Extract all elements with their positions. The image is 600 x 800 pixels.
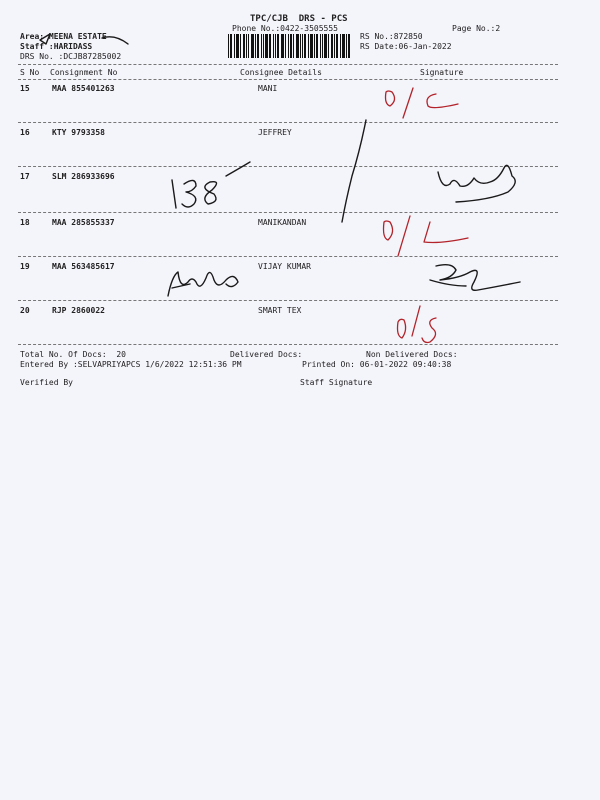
- signature-dc-row15: [403, 88, 413, 118]
- handwritten-138: [182, 180, 196, 207]
- signature-row19: [430, 280, 466, 286]
- barcode-image: [228, 34, 350, 58]
- signature-ds-row20: [422, 318, 436, 343]
- signature-dc-row15: [386, 91, 395, 106]
- signature-row19: [436, 265, 520, 291]
- document-title: TPC/CJB DRS - PCS: [250, 14, 348, 24]
- divider-line: [18, 64, 558, 65]
- row-consignment-number: MAA 563485617: [52, 262, 115, 271]
- row-consignment-number: SLM 286933696: [52, 172, 115, 181]
- row-divider: [18, 300, 558, 301]
- row-consignment-number: RJP 2860022: [52, 306, 105, 315]
- handwritten-note-row19: [172, 284, 190, 288]
- rs-date: RS Date:06-Jan-2022: [360, 42, 452, 51]
- row-consignment-number: MAA 855401263: [52, 84, 115, 93]
- row-sno: 18: [20, 218, 30, 227]
- signature-row16: [438, 165, 515, 202]
- signature-ds-row20: [412, 306, 420, 336]
- handwritten-138: [226, 162, 250, 176]
- signature-dl-row18: [398, 216, 410, 256]
- total-docs: Total No. Of Docs: 20: [20, 350, 126, 359]
- row-divider: [18, 344, 558, 345]
- row-divider: [18, 166, 558, 167]
- row-sno: 20: [20, 306, 30, 315]
- row-consignee: MANIKANDAN: [258, 218, 307, 227]
- row-sno: 17: [20, 172, 30, 181]
- row-consignment-number: MAA 285855337: [52, 218, 115, 227]
- signature-stroke: [342, 120, 366, 222]
- signature-dc-row15: [427, 94, 458, 108]
- signature-dl-row18: [384, 221, 393, 240]
- row-sno: 19: [20, 262, 30, 271]
- staff-signature-label: Staff Signature: [300, 378, 373, 387]
- signature-ds-row20: [398, 319, 406, 338]
- row-consignment-number: KTY 9793358: [52, 128, 105, 137]
- column-header-consignee: Consignee Details: [240, 68, 322, 77]
- row-consignee: JEFFREY: [258, 128, 292, 137]
- column-header-consignment: Consignment No: [50, 68, 118, 77]
- row-sno: 15: [20, 84, 30, 93]
- row-consignee: MANI: [258, 84, 278, 93]
- column-header-signature: Signature: [420, 68, 464, 77]
- handwritten-138: [172, 180, 176, 208]
- row-divider: [18, 122, 558, 123]
- handwritten-note-row19: [168, 272, 238, 296]
- area-label: Area: MEENA ESTATE: [20, 32, 107, 41]
- phone-number: Phone No.:0422-3505555: [232, 24, 338, 33]
- printed-on: Printed On: 06-01-2022 09:40:38: [302, 360, 452, 369]
- delivered-docs: Delivered Docs:: [230, 350, 303, 359]
- row-divider: [18, 256, 558, 257]
- handwritten-138: [205, 182, 217, 204]
- rs-number: RS No.:872850: [360, 32, 423, 41]
- staff-label: Staff :HARIDASS: [20, 42, 93, 51]
- row-sno: 16: [20, 128, 30, 137]
- non-delivered-docs: Non Delivered Docs:: [366, 350, 458, 359]
- column-header-sno: S No: [20, 68, 40, 77]
- drs-number: DRS No. :DCJB87285002: [20, 52, 122, 61]
- row-consignee: VIJAY KUMAR: [258, 262, 311, 271]
- entered-by: Entered By :SELVAPRIYAPCS 1/6/2022 12:51:36 PM: [20, 360, 242, 369]
- verified-by-label: Verified By: [20, 378, 73, 387]
- row-consignee: SMART TEX: [258, 306, 302, 315]
- page-number: Page No.:2: [452, 24, 501, 33]
- signature-dl-row18: [424, 222, 468, 243]
- divider-line: [18, 79, 558, 80]
- row-divider: [18, 212, 558, 213]
